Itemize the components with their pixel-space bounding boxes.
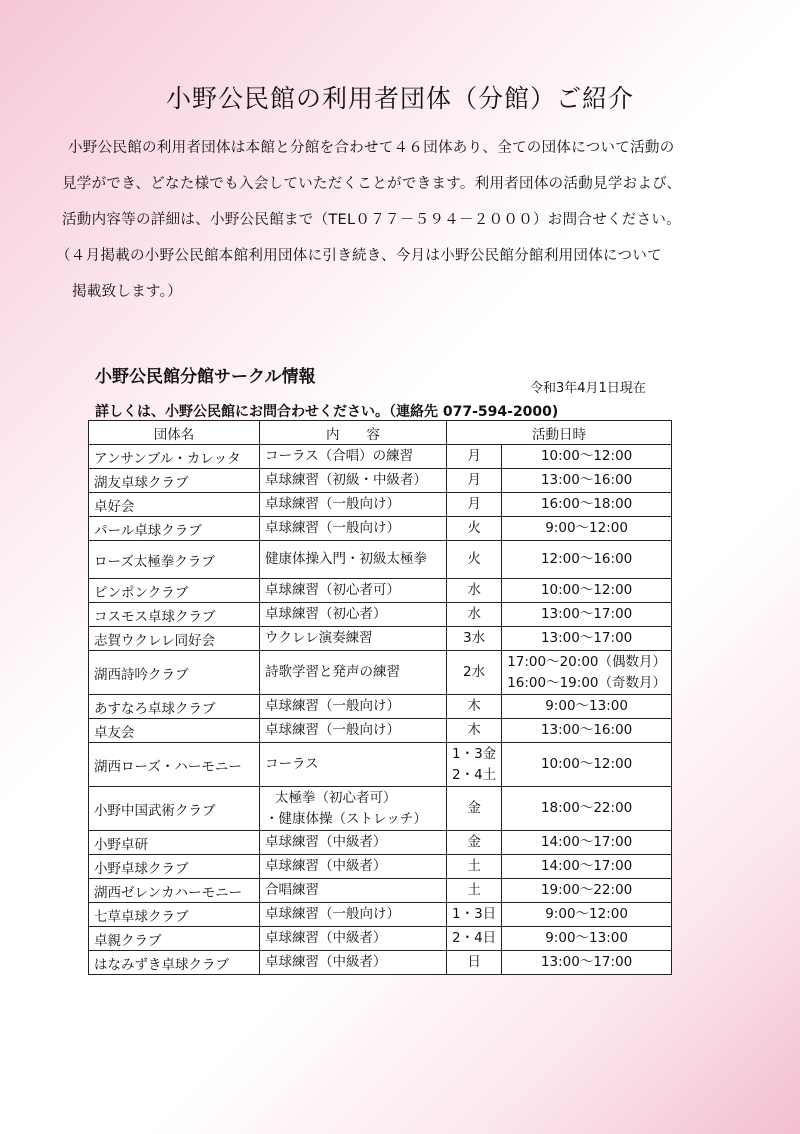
content-line: 卓球練習（初心者可）: [265, 582, 400, 598]
cell-content: [260, 743, 447, 787]
time-line: 9:00～13:00: [545, 698, 628, 714]
day-line: 月: [467, 472, 481, 488]
cell-day: [447, 541, 502, 579]
header-content: 内 容: [260, 421, 447, 445]
cell-day: [447, 855, 502, 879]
table-row: [89, 627, 672, 651]
cell-time: [502, 879, 672, 903]
day-line: 火: [467, 520, 481, 536]
cell-day: [447, 927, 502, 951]
time-line: 13:00～17:00: [540, 954, 633, 970]
cell-group-name: 湖西ゼレンカハーモニー: [89, 879, 260, 903]
table-header-row: [89, 421, 672, 445]
cell-time: [502, 719, 672, 743]
cell-day: [447, 903, 502, 927]
cell-content: [260, 879, 447, 903]
cell-time: [502, 469, 672, 493]
day-line: 金: [467, 834, 481, 850]
header-group-name: 団体名: [89, 421, 260, 445]
table-row: [89, 541, 672, 579]
day-line: 1・3日: [452, 906, 497, 922]
time-line: 18:00～22:00: [540, 800, 633, 816]
cell-content: [260, 627, 447, 651]
table-row: [89, 579, 672, 603]
cell-time: [502, 651, 672, 695]
date-note: 令和3年4月1日現在: [530, 381, 646, 396]
table-body: [89, 445, 672, 975]
cell-day: [447, 627, 502, 651]
cell-day: [447, 743, 502, 787]
cell-time: [502, 831, 672, 855]
day-line: 水: [467, 606, 481, 622]
time-line: 14:00～17:00: [540, 858, 633, 874]
cell-group-name: 卓好会: [89, 493, 260, 517]
cell-day: [447, 493, 502, 517]
cell-group-name: 卓親クラブ: [89, 927, 260, 951]
cell-day: [447, 469, 502, 493]
cell-group-name: 小野卓球クラブ: [89, 855, 260, 879]
cell-time: [502, 493, 672, 517]
cell-content: [260, 493, 447, 517]
content-line: 詩歌学習と発声の練習: [265, 664, 400, 680]
cell-group-name: あすなろ卓球クラブ: [89, 695, 260, 719]
time-line: 13:00～16:00: [540, 722, 633, 738]
table-row: [89, 695, 672, 719]
cell-time: [502, 541, 672, 579]
content-line: コーラス: [265, 756, 319, 772]
intro-line: 見学ができ、どなた様でも入会していただくことができます。利用者団体の活動見学および、: [62, 176, 682, 192]
cell-day: [447, 579, 502, 603]
circle-table: [88, 420, 672, 975]
cell-content: [260, 603, 447, 627]
content-line: 卓球練習（中級者）: [265, 930, 387, 946]
cell-group-name: 小野中国武術クラブ: [89, 787, 260, 831]
cell-group-name: 卓友会: [89, 719, 260, 743]
cell-content: [260, 951, 447, 975]
day-line: 金: [467, 800, 481, 816]
content-line: 卓球練習（中級者）: [265, 954, 387, 970]
cell-group-name: コスモス卓球クラブ: [89, 603, 260, 627]
section-title: 小野公民館分館サークル情報: [95, 367, 316, 387]
content-line: 合唱練習: [265, 882, 319, 898]
time-line: 13:00～17:00: [540, 630, 633, 646]
content-line: 卓球練習（一般向け）: [265, 698, 400, 714]
time-line: 12:00～16:00: [540, 551, 633, 567]
time-line: 10:00～12:00: [540, 448, 633, 464]
cell-group-name: 湖西詩吟クラブ: [89, 651, 260, 695]
day-line: 月: [467, 496, 481, 512]
cell-content: [260, 541, 447, 579]
time-line: 13:00～17:00: [540, 606, 633, 622]
cell-day: [447, 695, 502, 719]
table-row: [89, 719, 672, 743]
content-line: 太極拳（初心者可）: [275, 789, 397, 806]
cell-time: [502, 927, 672, 951]
cell-time: [502, 517, 672, 541]
header-schedule: 活動日時: [447, 421, 672, 445]
content-line: 卓球練習（一般向け）: [265, 722, 400, 738]
day-line: 木: [467, 698, 481, 714]
cell-day: [447, 787, 502, 831]
day-line: 2水: [463, 664, 486, 680]
time-line: 16:00～18:00: [540, 496, 633, 512]
day-line: 木: [467, 722, 481, 738]
cell-time: [502, 695, 672, 719]
cell-day: [447, 879, 502, 903]
content-line: コーラス（合唱）の練習: [265, 448, 414, 464]
content-line: ・健康体操（ストレッチ）: [265, 810, 427, 827]
cell-day: [447, 651, 502, 695]
cell-content: [260, 579, 447, 603]
cell-group-name: 志賀ウクレレ同好会: [89, 627, 260, 651]
table-row: [89, 517, 672, 541]
cell-day: [447, 719, 502, 743]
content-line: 卓球練習（中級者）: [265, 858, 387, 874]
contact-note: 詳しくは、小野公民館にお問合わせください。（連絡先 077-594-2000): [95, 404, 559, 420]
table-row: [89, 831, 672, 855]
time-line: 17:00～20:00（偶数月）: [507, 653, 666, 670]
page-title: 小野公民館の利用者団体（分館）ご紹介: [165, 83, 634, 113]
cell-day: [447, 517, 502, 541]
cell-group-name: ピンポンクラブ: [89, 579, 260, 603]
content-line: 卓球練習（初心者）: [265, 606, 387, 622]
intro-line: 掲載致します。）: [72, 284, 182, 300]
content-line: 卓球練習（一般向け）: [265, 906, 400, 922]
table-row: [89, 927, 672, 951]
cell-day: [447, 951, 502, 975]
cell-time: [502, 445, 672, 469]
day-line: 土: [467, 882, 481, 898]
day-line: 1・3金: [452, 745, 497, 762]
cell-content: [260, 695, 447, 719]
table-row: [89, 469, 672, 493]
content-line: 健康体操入門・初級太極拳: [265, 551, 427, 567]
cell-group-name: 小野卓研: [89, 831, 260, 855]
cell-time: [502, 579, 672, 603]
day-line: 月: [467, 448, 481, 464]
content-line: 卓球練習（中級者）: [265, 834, 387, 850]
day-line: 3水: [463, 630, 486, 646]
cell-group-name: ローズ太極拳クラブ: [89, 541, 260, 579]
cell-time: [502, 743, 672, 787]
cell-group-name: はなみずき卓球クラブ: [89, 951, 260, 975]
day-line: 2・4日: [452, 930, 497, 946]
time-line: 9:00～12:00: [545, 906, 628, 922]
cell-time: [502, 903, 672, 927]
cell-content: [260, 517, 447, 541]
table-row: [89, 651, 672, 695]
cell-content: [260, 787, 447, 831]
time-line: 16:00～19:00（奇数月）: [507, 674, 666, 691]
day-line: 土: [467, 858, 481, 874]
content-line: 卓球練習（一般向け）: [265, 496, 400, 512]
cell-content: [260, 831, 447, 855]
cell-content: [260, 445, 447, 469]
cell-group-name: 七草卓球クラブ: [89, 903, 260, 927]
table-row: [89, 743, 672, 787]
cell-time: [502, 855, 672, 879]
day-line: 日: [467, 954, 481, 970]
cell-time: [502, 627, 672, 651]
content-line: 卓球練習（一般向け）: [265, 520, 400, 536]
cell-day: [447, 445, 502, 469]
table-row: [89, 445, 672, 469]
cell-time: [502, 951, 672, 975]
day-line: 水: [467, 582, 481, 598]
table-row: [89, 603, 672, 627]
content-line: 卓球練習（初級・中級者）: [265, 472, 427, 488]
content-line: ウクレレ演奏練習: [265, 630, 373, 646]
cell-time: [502, 603, 672, 627]
time-line: 14:00～17:00: [540, 834, 633, 850]
intro-line: （４月掲載の小野公民館本館利用団体に引き続き、今月は小野公民館分館利用団体について: [56, 248, 662, 264]
intro-line: 活動内容等の詳細は、小野公民館まで（TEL０７７－５９４－２０００）お問合せください。: [62, 212, 681, 228]
cell-group-name: パール卓球クラブ: [89, 517, 260, 541]
table-row: [89, 855, 672, 879]
day-line: 2・4土: [452, 766, 497, 783]
cell-content: [260, 719, 447, 743]
time-line: 13:00～16:00: [540, 472, 633, 488]
cell-day: [447, 831, 502, 855]
table-row: [89, 493, 672, 517]
table-row: [89, 879, 672, 903]
time-line: 10:00～12:00: [540, 582, 633, 598]
time-line: 9:00～13:00: [545, 930, 628, 946]
intro-line: 小野公民館の利用者団体は本館と分館を合わせて４６団体あり、全ての団体について活動の: [68, 140, 675, 156]
cell-content: [260, 469, 447, 493]
cell-content: [260, 927, 447, 951]
cell-content: [260, 855, 447, 879]
cell-content: [260, 651, 447, 695]
cell-group-name: 湖友卓球クラブ: [89, 469, 260, 493]
table-row: [89, 787, 672, 831]
time-line: 9:00～12:00: [545, 520, 628, 536]
cell-group-name: アンサンブル・カレッタ: [89, 445, 260, 469]
table-row: [89, 951, 672, 975]
day-line: 火: [467, 551, 481, 567]
intro-paragraph: [56, 138, 742, 318]
table-row: [89, 903, 672, 927]
cell-group-name: 湖西ローズ・ハーモニー: [89, 743, 260, 787]
time-line: 10:00～12:00: [540, 756, 633, 772]
cell-day: [447, 603, 502, 627]
time-line: 19:00～22:00: [540, 882, 633, 898]
cell-time: [502, 787, 672, 831]
cell-content: [260, 903, 447, 927]
